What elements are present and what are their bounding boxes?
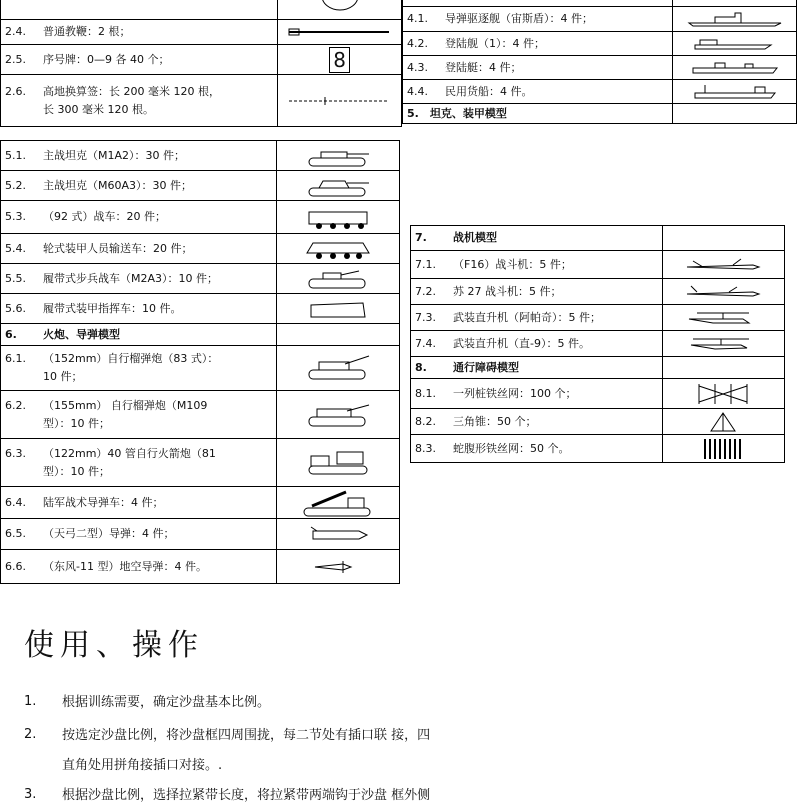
tank-m1a2-icon xyxy=(303,144,373,168)
table-row: 7.3. 武装直升机（阿帕奇）：5 件； xyxy=(411,305,785,331)
table-row: 5.3. （92 式）战车：20 件； xyxy=(1,201,400,234)
f16-icon xyxy=(683,257,763,273)
table-row: 4.2. 登陆舰（1）：4 件； xyxy=(403,32,797,56)
table-row: 6.5. （天弓二型）导弹：4 件； xyxy=(1,519,400,550)
table-row: 6.2. （155mm） 自行榴弹炮（M109 型）：10 件； xyxy=(1,391,400,439)
step-text: 根据沙盘比例，选择拉紧带长度，将拉紧带两端钩于沙盘 框外侧 xyxy=(62,788,431,803)
table-row: 5.1. 主战坦克（M1A2）：30 件； xyxy=(1,141,400,171)
table-row: 6.4. 陆军战术导弹车：4 件； xyxy=(1,487,400,519)
table-row: 5.2. 主战坦克（M60A3）：30 件； xyxy=(1,171,400,201)
table-row xyxy=(403,104,797,124)
disc-icon xyxy=(310,0,370,16)
table-row: 6.3. （122mm）40 管自行火箭炮（81 型）：10 件； xyxy=(1,439,400,487)
table-row: 5.4. 轮式装甲人员输送车：20 件； xyxy=(1,234,400,264)
table-row: 6.6. （东风-11 型）地空导弹：4 件。 xyxy=(1,550,400,584)
step-number: 2. xyxy=(24,727,37,742)
apache-icon xyxy=(683,309,763,327)
height-stick-icon xyxy=(285,94,395,108)
table-armor xyxy=(0,140,400,584)
table-row: 5.6. 履带式装甲指挥车：10 件。 xyxy=(1,294,400,324)
table-row: 4.1. 导弹驱逐舰（宙斯盾）：4 件； xyxy=(403,7,797,32)
section-header: 7. 战机模型 xyxy=(411,226,785,251)
table-row: 6.1. （152mm）自行榴弹炮（83 式）： 10 件； xyxy=(1,346,400,391)
table-row: 2.4. 普通教鞭：2 根； xyxy=(1,20,402,45)
command-vehicle-icon xyxy=(303,297,373,321)
table-ships xyxy=(402,0,797,124)
table-row: 8.1. 一列桩铁丝网：100 个； xyxy=(411,379,785,409)
step-number: 3. xyxy=(24,787,37,802)
table-aircraft xyxy=(410,225,785,463)
pointer-icon xyxy=(285,25,395,39)
table-row: 7.2. 苏 27 战斗机：5 件； xyxy=(411,279,785,305)
df11-missile-icon xyxy=(303,555,373,579)
howitzer-83-icon xyxy=(303,354,373,382)
table-markers xyxy=(0,0,402,127)
rocket-launcher-icon xyxy=(303,448,373,478)
su27-icon xyxy=(683,284,763,300)
ifv-icon xyxy=(303,267,373,291)
howitzer-m109-icon xyxy=(303,401,373,429)
sam-missile-icon xyxy=(303,523,373,545)
concertina-wire-icon xyxy=(701,437,745,461)
wire-fence-icon xyxy=(693,382,753,406)
step-number: 1. xyxy=(24,694,37,709)
table-row: 7.1. （F16）战斗机：5 件； xyxy=(411,251,785,279)
cargo-ship-icon xyxy=(685,83,785,101)
table-row: 2.5. 序号牌：0—9 各 40 个； 8 xyxy=(1,45,402,75)
section-header: 5. 坦克、装甲模型 xyxy=(403,104,673,124)
step-text: 根据训练需要，确定沙盘基本比例。 xyxy=(62,695,271,710)
landing-ship-icon xyxy=(685,36,785,52)
triangle-cone-icon xyxy=(708,411,738,433)
table-row: 5.5. 履带式步兵战车（M2A3）：10 件； xyxy=(1,264,400,294)
destroyer-icon xyxy=(685,11,785,27)
wheeled-apc-icon xyxy=(303,237,373,261)
table-row: 8.2. 三角锥：50 个； xyxy=(411,409,785,435)
section-header: 6. 火炮、导弹模型 xyxy=(1,324,400,346)
tank-m60a3-icon xyxy=(303,174,373,198)
number-plate-icon: 8 xyxy=(329,47,350,73)
usage-heading: 使用、操作 xyxy=(24,628,204,663)
table-row: 4.3. 登陆艇：4 件； xyxy=(403,56,797,80)
step-text-continued: 直角处用拼角接插口对接。. xyxy=(62,758,223,773)
table-row: 8.3. 蛇腹形铁丝网：50 个。 xyxy=(411,435,785,463)
table-row: 7.4. 武装直升机（直-9）：5 件。 xyxy=(411,331,785,357)
table-row: 2.6. 高地换算签：长 200 毫米 120 根， 长 300 毫米 120 根。 xyxy=(1,75,402,127)
z9-icon xyxy=(683,335,763,353)
missile-vehicle-icon xyxy=(298,488,378,518)
image-cell xyxy=(278,0,402,20)
section-header: 8. 通行障碍模型 xyxy=(411,357,785,379)
landing-craft-icon xyxy=(685,60,785,76)
type92-vehicle-icon xyxy=(303,204,373,230)
table-row: 4.4. 民用货船：4 件。 xyxy=(403,80,797,104)
step-text: 按选定沙盘比例，将沙盘框四周围拢，每二节处有插口联 接，四 xyxy=(62,728,431,743)
